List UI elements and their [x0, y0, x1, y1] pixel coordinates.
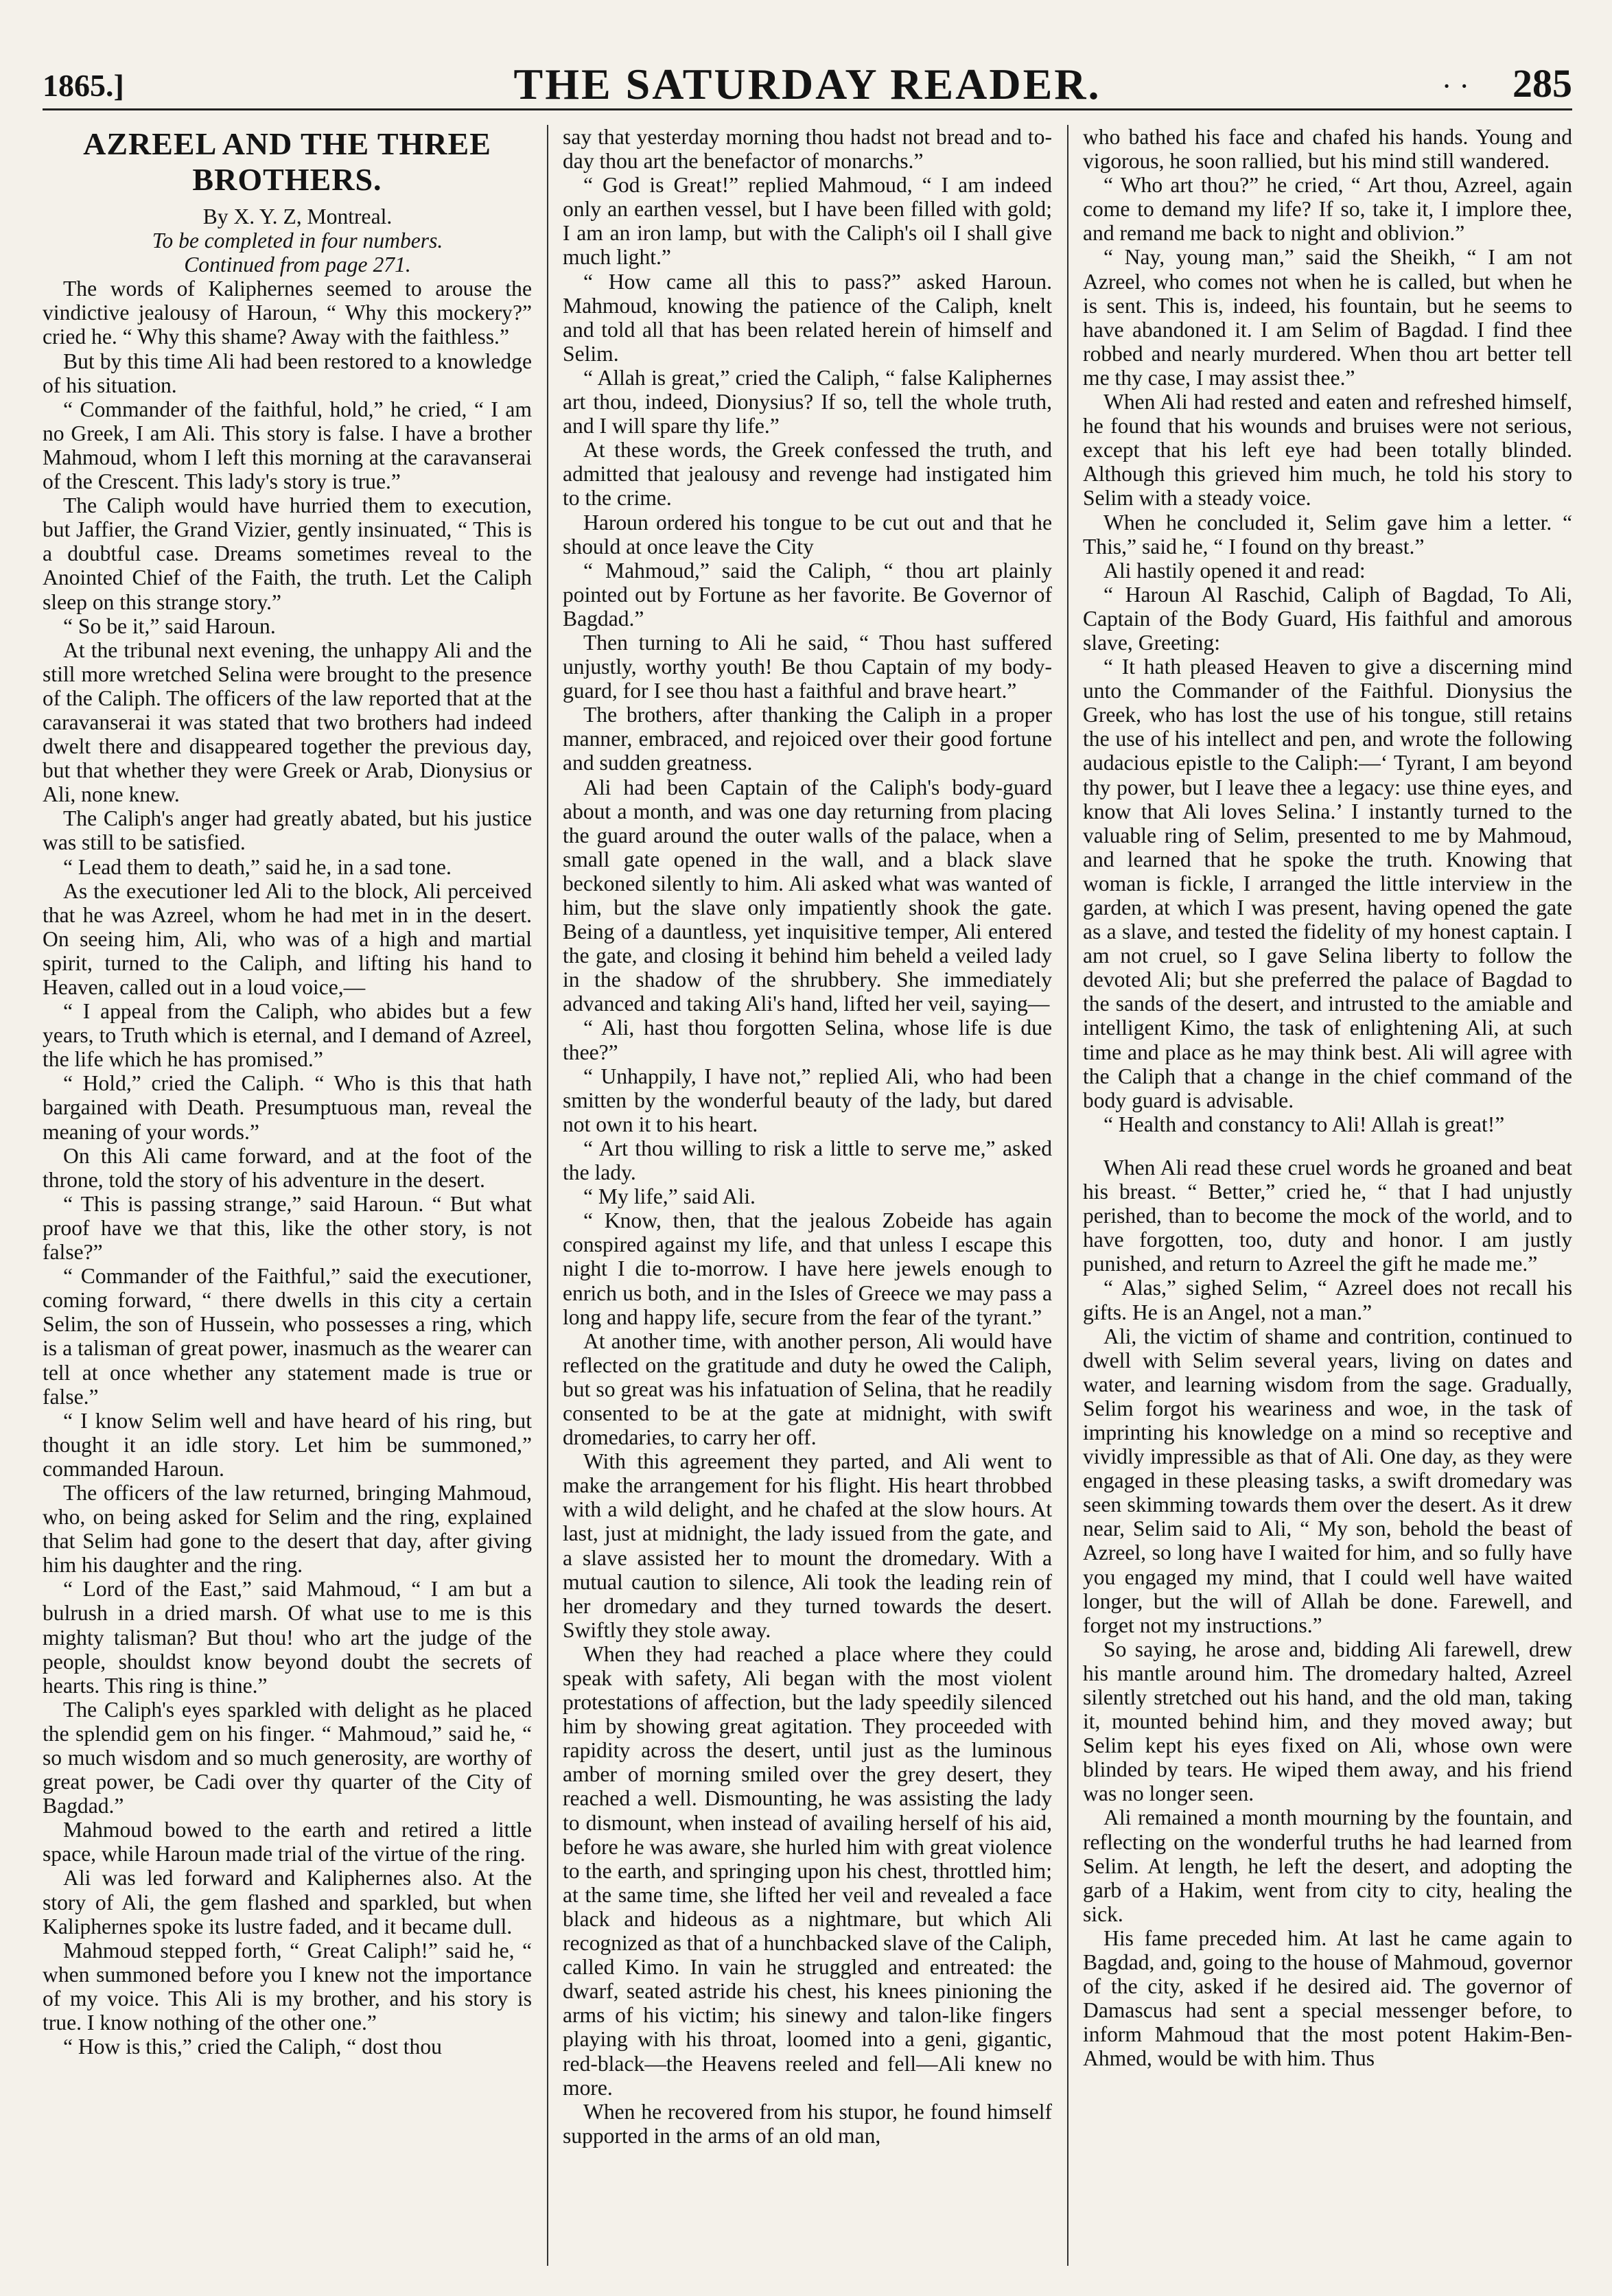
paragraph: “ Commander of the Faithful,” said the executioner, coming forward, “ there dwells in this city a certain Selim, the son of Hussein, who possesses a ring, which is a talisman of great power, inasmuch as the wearer can tell at once whether any statement made is true or false.”: [43, 1264, 532, 1409]
paragraph: On this Ali came forward, and at the foot of the throne, told the story of his adventure in the desert.: [43, 1143, 532, 1192]
paragraph-gap: [1083, 1136, 1572, 1156]
paragraph: Then turning to Ali he said, “ Thou hast suffered unjustly, worthy youth! Be thou Captain of my body-guard, for I see thou hast a faithful and brave heart.”: [563, 630, 1052, 703]
paragraph: The words of Kaliphernes seemed to arouse the vindictive jealousy of Haroun, “ Why this mockery?” cried he. “ Why this shame? Away with the faithless.”: [43, 277, 532, 349]
paragraph: The brothers, after thanking the Caliph in a proper manner, embraced, and rejoiced over their good fortune and sudden greatness.: [563, 703, 1052, 775]
article-columns: [43, 125, 1572, 2266]
paragraph: But by this time Ali had been restored to a knowledge of his situation.: [43, 349, 532, 397]
paragraph: “ Know, then, that the jealous Zobeide has again conspired against my life, and that unless I escape this night I die to-morrow. I have here jewels enough to enrich us both, and in the Isles of Greece we may pass a long and happy life, secure from the fear of the tyrant.”: [563, 1208, 1052, 1329]
paragraph: At another time, with another person, Ali would have reflected on the gratitude and duty he owed the Caliph, but so great was his infatuation of Selina, that he readily consented to be at the gate at midnight, with swift dromedaries, to carry her off.: [563, 1328, 1052, 1450]
paragraph: “ It hath pleased Heaven to give a discerning mind unto the Commander of the Faithful. Dionysius the Greek, who has lost the use of his tongue, still retains the use of his intellect and pen, and wrote the following audacious epistle to the Caliph:—‘ Tyrant, I am beyond thy power, but I leave thee a legacy: use thine eyes, and know that Ali loves Selina.’ I instantly turned to the valuable ring of Selim, presented to me by Mahmoud, and learned that he spoke the truth. Knowing that woman is fickle, I arranged the little interview in the garden, at which I was present, having opened the gate as a slave, and tested the fidelity of my honest captain. I am not cruel, so I gave Selina liberty to follow the devoted Ali; but she preferred the palace of Bagdad to the sands of the desert, and intrusted to the amiable and intelligent Kimo, the task of enlightening Ali, at such time and place as he may think best. Ali will agree with the Caliph that a change in the chief command of the body guard is advisable.: [1083, 655, 1572, 1112]
paragraph: The Caliph would have hurried them to execution, but Jaffier, the Grand Vizier, gently insinuated, “ This is a doubtful case. Dreams sometimes reveal to the Anointed Chief of the Faith, the truth. Let the Caliph sleep on this strange story.”: [43, 493, 532, 614]
paragraph: “ Alas,” sighed Selim, “ Azreel does not recall his gifts. He is an Angel, not a man.”: [1083, 1276, 1572, 1324]
paragraph: Ali hastily opened it and read:: [1103, 558, 1366, 583]
paragraph: “ How came all this to pass?” asked Haroun. Mahmoud, knowing the patience of the Caliph, knelt and told all that has been related herein of himself and Selim.: [563, 269, 1052, 366]
paragraph: When Ali read these cruel words he groaned and beat his breast. “ Better,” cried he, “ that I had unjustly perished, than to become the mock of the world, and to have forgotten, too, duty and honor. I am justly punished, and return to Azreel the gift he made me.”: [1083, 1155, 1572, 1276]
paragraph: At the tribunal next evening, the unhappy Ali and the still more wretched Selina were brought to the presence of the Caliph. The officers of the law reported that at the caravanserai it was stated that two brothers had indeed dwelt there and disappeared together the previous day, but that whether they were Greek or Arab, Dionysius or Ali, none knew.: [43, 637, 532, 807]
paragraph: When he concluded it, Selim gave him a letter. “ This,” said he, “ I found on thy breast.”: [1083, 510, 1572, 559]
page-number: 285: [1512, 61, 1572, 106]
paragraph: who bathed his face and chafed his hands. Young and vigorous, he soon rallied, but his mind still wandered.: [1083, 125, 1572, 174]
paragraph: The Caliph's anger had greatly abated, but his justice was still to be satisfied.: [43, 806, 532, 855]
paragraph: “ Haroun Al Raschid, Caliph of Bagdad, To Ali, Captain of the Body Guard, His faithful and amorous slave, Greeting:: [1083, 582, 1572, 655]
column-1-body: [43, 277, 532, 2059]
paragraph: “ I know Selim well and have heard of his ring, but thought it an idle story. Let him be summoned,” commanded Haroun.: [43, 1408, 532, 1481]
paragraph: “ Art thou willing to risk a little to serve me,” asked the lady.: [563, 1136, 1052, 1185]
paragraph: “ Lead them to death,” said he, in a sad tone.: [63, 854, 452, 879]
paragraph: say that yesterday morning thou hadst not bread and to-day thou art the benefactor of monarchs.”: [563, 125, 1052, 174]
column-rule: [1067, 125, 1068, 2266]
paragraph: So saying, he arose and, bidding Ali farewell, drew his mantle around him. The dromedary halted, Azreel silently stretched out his hand, and the old man, taking it, mounted behind him, and they moved away; but Selim kept his eyes fixed on Ali, whose own were blinded by tears. He wiped them away, and his friend was no longer seen.: [1083, 1637, 1572, 1806]
paragraph: When Ali had rested and eaten and refreshed himself, he found that his wounds and bruises were not serious, except that his left eye had been totally blinded. Although this grieved him much, he told his story to Selim with a steady voice.: [1083, 390, 1572, 511]
column-2-body: [563, 125, 1052, 2148]
page-header: [43, 59, 1572, 110]
paragraph: The Caliph's eyes sparkled with delight as he placed the splendid gem on his finger. “ Mahmoud,” said he, “ so much wisdom and so much generosity, are worthy of great power, be Cadi over thy quarter of the City of Bagdad.”: [43, 1697, 532, 1818]
article-note: To be completed in four numbers.: [152, 229, 443, 253]
paragraph: “ Unhappily, I have not,” replied Ali, who had been smitten by the wonderful beauty of the lady, but dared not own it to his heart.: [563, 1064, 1052, 1136]
paragraph: “ God is Great!” replied Mahmoud, “ I am indeed only an earthen vessel, but I have been filled with gold; I am an iron lamp, but with the Caliph's oil I shall give much light.”: [563, 173, 1052, 270]
header-ornament: · ·: [1441, 69, 1469, 103]
article-title: AZREEL AND THE THREE BROTHERS.: [83, 126, 491, 197]
paragraph: “ Nay, young man,” said the Sheikh, “ I am not Azreel, who comes not when he is called, but when he is sent. This is, indeed, his fountain, but he seems to have abandoned it. I am Selim of Bagdad. I find thee robbed and nearly murdered. When thou art better tell me thy case, I may assist thee.”: [1083, 245, 1572, 390]
paragraph: Mahmoud bowed to the earth and retired a little space, while Haroun made trial of the virtue of the ring.: [43, 1818, 532, 1866]
paragraph: Ali was led forward and Kaliphernes also. At the story of Ali, the gem flashed and sparkled, but when Kaliphernes spoke its lustre faded, and it became dull.: [43, 1866, 532, 1938]
paragraph: “ Hold,” cried the Caliph. “ Who is this that hath bargained with Death. Presumptuous man, reveal the meaning of your words.”: [43, 1071, 532, 1144]
paragraph: “ Commander of the faithful, hold,” he cried, “ I am no Greek, I am Ali. This story is false. I have a brother Mahmoud, whom I left this morning at the caravanserai of the Crescent. This lady's story is true.”: [43, 397, 532, 494]
paragraph: “ Who art thou?” he cried, “ Art thou, Azreel, again come to demand my life? If so, take it, I implore thee, and remand me back to night and oblivion.”: [1083, 173, 1572, 246]
paragraph: “ Health and constancy to Ali! Allah is great!”: [1103, 1112, 1505, 1136]
paragraph: At these words, the Greek confessed the truth, and admitted that jealousy and revenge had instigated him to the crime.: [563, 438, 1052, 511]
paragraph: The officers of the law returned, bringing Mahmoud, who, on being asked for Selim and the ring, explained that Selim had gone to the desert that day, after giving him his daughter and the ring.: [43, 1480, 532, 1578]
paragraph: “ So be it,” said Haroun.: [63, 613, 276, 638]
paragraph: When he recovered from his stupor, he found himself supported in the arms of an old man,: [563, 2099, 1052, 2148]
paragraph: When they had reached a place where they could speak with safety, Ali began with the most violent protestations of affection, but the lady speedily silenced him by showing great agitation. They proceeded with rapidity across the desert, until just as the luminous amber of morning smiled over the grey desert, they reached a well. Dismounting, he was assisting the lady to dismount, when instead of availing herself of his aid, before he was aware, she hurled him with great violence to the earth, and springing upon his chest, throttled him; at the same time, she lifted her veil and revealed a face black and hideous as a nightmare, but which Ali recognized as that of a hunchbacked slave of the Caliph, called Kimo. In vain he struggled and entreated: the dwarf, seated astride his chest, his knees pinioning the arms of his victim; his sinewy and talon-like fingers playing with his throat, loomed into a geni, gigantic, red-black—the Heavens reeled and fell—Ali knew no more.: [563, 1641, 1052, 2100]
paragraph: “ Mahmoud,” said the Caliph, “ thou art plainly pointed out by Fortune as her favorite. Be Governor of Bagdad.”: [563, 558, 1052, 631]
article-byline: By X. Y. Z, Montreal.: [202, 204, 393, 229]
paragraph: Ali, the victim of shame and contrition, continued to dwell with Selim several years, living on dates and water, and learning wisdom from the sage. Gradually, Selim forgot his weariness and woe, in the task of imprinting his knowledge on a mind so receptive and vividly impressible as that of Ali. One day, as they were engaged in these pleasing tasks, a swift dromedary was seen skimming towards them over the desert. As it drew near, Selim said to Ali, “ My son, behold the beast of Azreel, so long have I waited for him, and so fully have you engaged my mind, that I could well have waited longer, but the will of Allah be done. Farewell, and forget not my instructions.”: [1083, 1324, 1572, 1637]
column-rule: [547, 125, 548, 2266]
masthead-title: THE SATURDAY READER.: [513, 60, 1101, 108]
column-3: [1083, 125, 1572, 2266]
paragraph: Ali remained a month mourning by the fountain, and reflecting on the wonderful truths he had learned from Selim. At length, he left the desert, and adopting the garb of a Hakim, went from city to city, healing the sick.: [1083, 1805, 1572, 1926]
paragraph: “ My life,” said Ali.: [583, 1184, 756, 1209]
paragraph: With this agreement they parted, and Ali went to make the arrangement for his flight. His heart throbbed with a wild delight, and he chafed at the slow hours. At last, just at midnight, the lady issued from the gate, and a slave assisted her to mount the dromedary. With a mutual caution to silence, Ali took the leading rein of her dromedary and they turned towards the desert. Swiftly they stole away.: [563, 1449, 1052, 1642]
paragraph: “ Allah is great,” cried the Caliph, “ false Kaliphernes art thou, indeed, Dionysius? If so, tell the whole truth, and I will spare thy life.”: [563, 365, 1052, 438]
paragraph: “ Lord of the East,” said Mahmoud, “ I am but a bulrush in a dried marsh. Of what use to me is this mighty talisman? But thou! who art the judge of the people, shouldst know beyond doubt the secrets of hearts. This ring is thine.”: [43, 1577, 532, 1698]
header-date: 1865.]: [43, 68, 124, 103]
paragraph: As the executioner led Ali to the block, Ali perceived that he was Azreel, whom he had met in in the desert. On seeing him, Ali, who was of a high and martial spirit, turned to the Caliph, and lifting his hand to Heaven, called out in a loud voice,—: [43, 878, 532, 999]
paragraph: Mahmoud stepped forth, “ Great Caliph!” said he, “ when summoned before you I knew not the importance of my voice. This Ali is my brother, and his story is true. I know nothing of the other one.”: [43, 1938, 532, 2035]
continued-from: Continued from page 271.: [184, 253, 411, 277]
paragraph: His fame preceded him. At last he came again to Bagdad, and, going to the house of Mahmoud, governor of the city, asked if he desired aid. The governor of Damascus had sent a special messenger before, to inform Mahmoud that the most potent Hakim-Ben-Ahmed, would be with him. Thus: [1083, 1925, 1572, 2071]
column-1: [43, 125, 532, 2266]
column-2: [563, 125, 1052, 2266]
paragraph: Ali had been Captain of the Caliph's body-guard about a month, and was one day returning from placing the guard around the outer walls of the palace, when a small gate opened in the wall, and a black slave beckoned silently to him. Ali asked what was wanted of him, but the slave only impatiently shook the gate. Being of a dauntless, yet inquisitive temper, Ali entered the gate, and closing it behind him beheld a veiled lady in the shadow of the shrubbery. She immediately advanced and taking Ali's hand, lifted her veil, saying—: [563, 775, 1052, 1016]
paragraph: “ Ali, hast thou forgotten Selina, whose life is due thee?”: [563, 1016, 1052, 1064]
column-3-body: [1083, 125, 1572, 2071]
paragraph: “ How is this,” cried the Caliph, “ dost thou: [63, 2035, 442, 2059]
paragraph: “ This is passing strange,” said Haroun. “ But what proof have we that this, like the other story, is not false?”: [43, 1191, 532, 1265]
paragraph: “ I appeal from the Caliph, who abides but a few years, to Truth which is eternal, and I demand of Azreel, the life which he has promised.”: [43, 999, 532, 1072]
paragraph: Haroun ordered his tongue to be cut out and that he should at once leave the City: [563, 510, 1052, 559]
